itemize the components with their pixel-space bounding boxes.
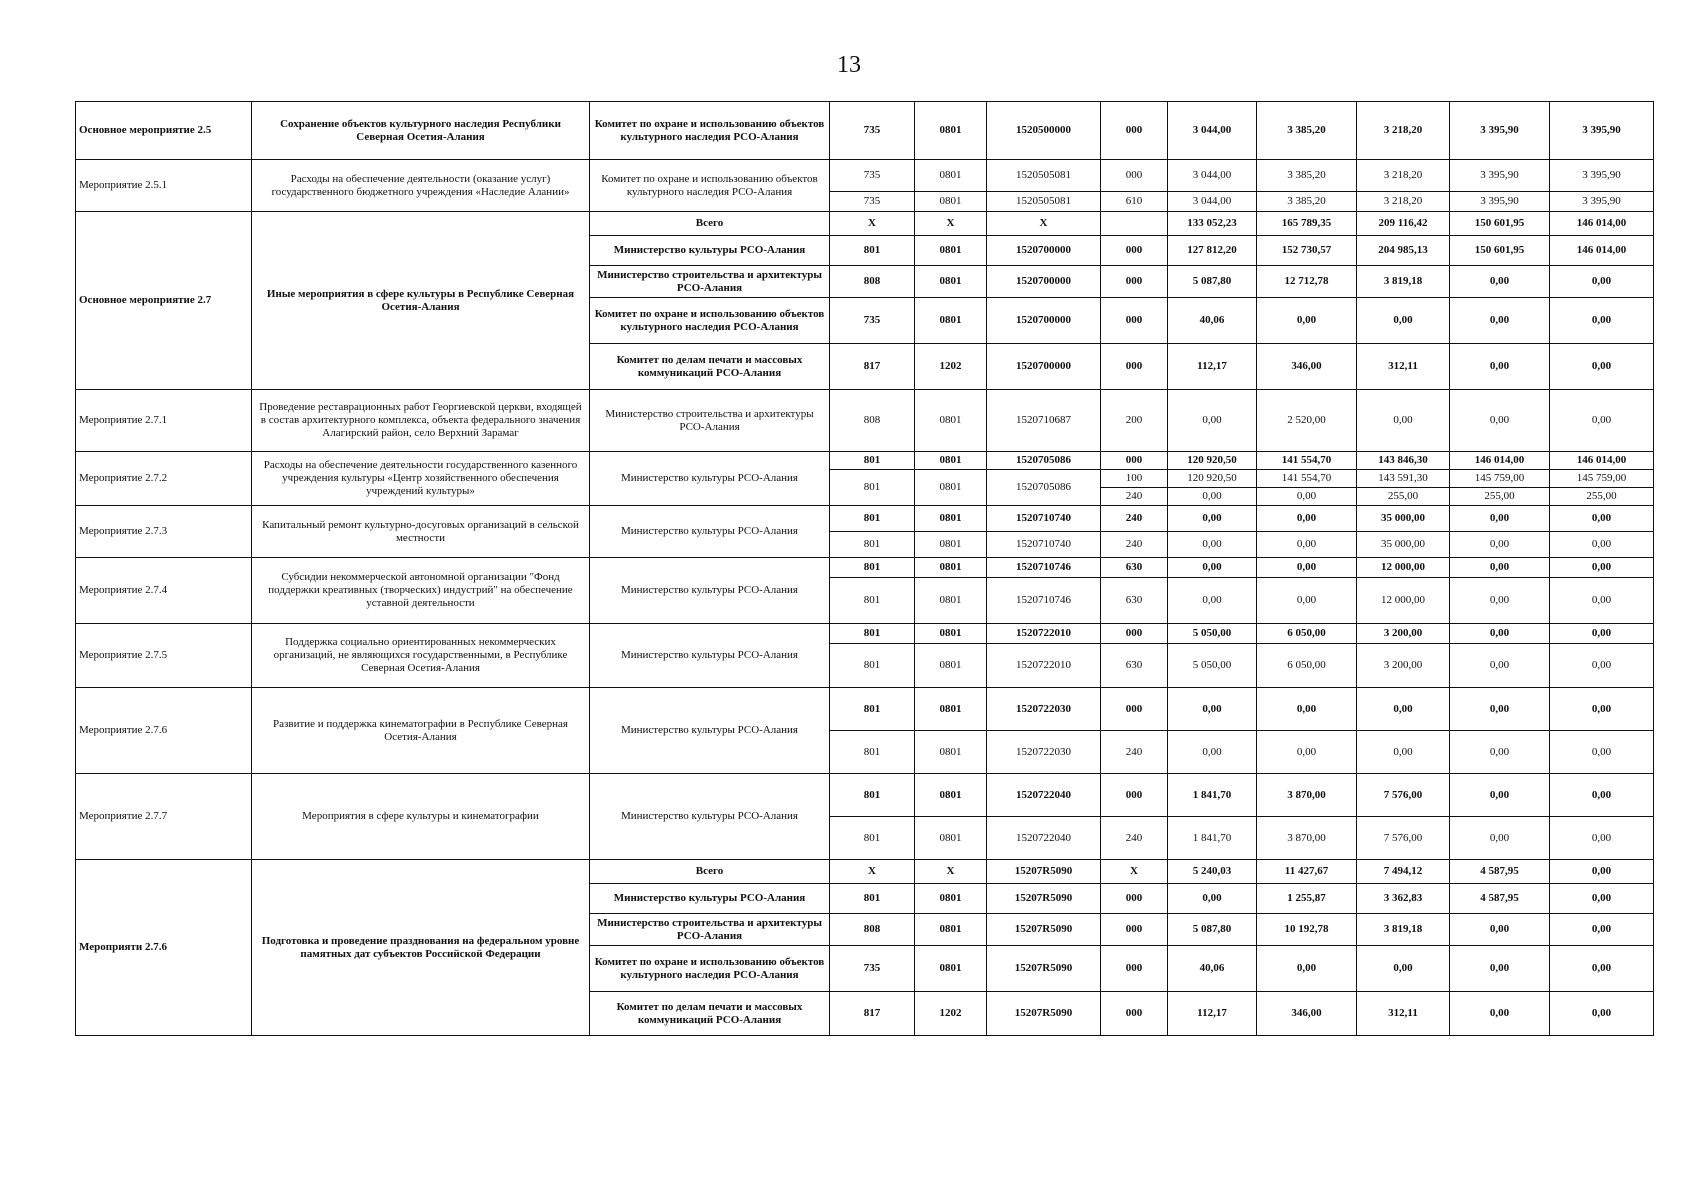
table-cell: 0801 (915, 470, 987, 506)
table-cell: Х (830, 212, 915, 236)
table-cell: Комитет по охране и использованию объектов культурного наследия РСО-Алания (590, 160, 830, 212)
table-cell: Мероприяти 2.7.6 (76, 860, 252, 1036)
table-cell: 0,00 (1450, 946, 1550, 992)
table-cell: 120 920,50 (1168, 470, 1257, 488)
table-cell: 000 (1101, 774, 1168, 817)
table-row (76, 558, 1654, 578)
table-cell: 10 192,78 (1257, 914, 1357, 946)
table-cell: 801 (830, 817, 915, 860)
table-row (76, 860, 1654, 884)
table-cell: Мероприятие 2.7.6 (76, 688, 252, 774)
table-cell: 12 712,78 (1257, 266, 1357, 298)
table-cell: Комитет по охране и использованию объектов культурного наследия РСО-Алания (590, 298, 830, 344)
table-cell: 801 (830, 578, 915, 624)
table-cell: Министерство культуры РСО-Алания (590, 774, 830, 860)
table-cell: 3 385,20 (1257, 192, 1357, 212)
table-cell: 5 087,80 (1168, 914, 1257, 946)
table-cell: Министерство строительства и архитектуры РСО-Алания (590, 390, 830, 452)
table-cell: Всего (590, 860, 830, 884)
table-row (76, 624, 1654, 644)
table-cell: 1 255,87 (1257, 884, 1357, 914)
table-cell: 3 870,00 (1257, 774, 1357, 817)
table-cell: Х (830, 860, 915, 884)
table-cell: Министерство строительства и архитектуры РСО-Алания (590, 266, 830, 298)
table-cell: 1520700000 (987, 266, 1101, 298)
table-cell: 0801 (915, 160, 987, 192)
table-cell: 0,00 (1550, 860, 1654, 884)
table-cell: 1520722040 (987, 774, 1101, 817)
table-cell: 346,00 (1257, 344, 1357, 390)
table-cell: 7 576,00 (1357, 774, 1450, 817)
table-cell: 801 (830, 452, 915, 470)
table-cell: 801 (830, 470, 915, 506)
table-cell: 40,06 (1168, 298, 1257, 344)
table-cell: 000 (1101, 624, 1168, 644)
table-cell: 3 819,18 (1357, 266, 1450, 298)
table-cell: 610 (1101, 192, 1168, 212)
table-cell: 000 (1101, 102, 1168, 160)
table-cell: 0801 (915, 102, 987, 160)
table-cell: 0,00 (1550, 344, 1654, 390)
table-cell: 801 (830, 688, 915, 731)
table-cell: 801 (830, 774, 915, 817)
table-cell: 15207R5090 (987, 946, 1101, 992)
table-cell: 0,00 (1550, 266, 1654, 298)
table-cell: 3 870,00 (1257, 817, 1357, 860)
table-cell: 801 (830, 884, 915, 914)
table-cell: 240 (1101, 506, 1168, 532)
table-cell: 000 (1101, 914, 1168, 946)
table-cell: 3 362,83 (1357, 884, 1450, 914)
table-cell: 1520710740 (987, 532, 1101, 558)
table-cell: 1202 (915, 992, 987, 1036)
table-cell: 3 395,90 (1550, 160, 1654, 192)
table-row (76, 452, 1654, 470)
table-cell: Субсидии некоммерческой автономной организации "Фонд поддержки креативных (творческих) индустрий" на обеспечение уставной деятельности (252, 558, 590, 624)
table-row (76, 212, 1654, 236)
table-cell: 150 601,95 (1450, 212, 1550, 236)
table-cell: Х (915, 212, 987, 236)
table-cell: 3 819,18 (1357, 914, 1450, 946)
table-cell: 000 (1101, 992, 1168, 1036)
table-cell: Мероприятие 2.7.2 (76, 452, 252, 506)
table-cell: 120 920,50 (1168, 452, 1257, 470)
table-cell: 0801 (915, 390, 987, 452)
table-cell: Комитет по охране и использованию объектов культурного наследия РСО-Алания (590, 946, 830, 992)
table-cell: Подготовка и проведение празднования на федеральном уровне памятных дат субъектов Российской Федерации (252, 860, 590, 1036)
table-cell: 0,00 (1168, 488, 1257, 506)
table-cell: 1520505081 (987, 192, 1101, 212)
table-cell: Министерство культуры РСО-Алания (590, 236, 830, 266)
table-cell: 3 044,00 (1168, 160, 1257, 192)
table-cell: 0,00 (1257, 688, 1357, 731)
table-cell: 1520505081 (987, 160, 1101, 192)
table-cell: 0,00 (1257, 506, 1357, 532)
table-cell: 1520700000 (987, 298, 1101, 344)
table-cell: Мероприятие 2.5.1 (76, 160, 252, 212)
table-cell: 0,00 (1450, 992, 1550, 1036)
table-cell: 0,00 (1257, 298, 1357, 344)
table-cell: 801 (830, 506, 915, 532)
table-cell: 209 116,42 (1357, 212, 1450, 236)
table-cell: 0801 (915, 532, 987, 558)
table-cell: 801 (830, 532, 915, 558)
table-cell: 000 (1101, 688, 1168, 731)
table-cell: 0,00 (1450, 688, 1550, 731)
table-cell: 3 200,00 (1357, 644, 1450, 688)
table-cell: 3 218,20 (1357, 192, 1450, 212)
table-cell: 5 050,00 (1168, 624, 1257, 644)
table-cell: 143 846,30 (1357, 452, 1450, 470)
table-cell: 0801 (915, 192, 987, 212)
table-cell: 146 014,00 (1550, 212, 1654, 236)
table-cell: 112,17 (1168, 344, 1257, 390)
table-cell: Капитальный ремонт культурно-досуговых организаций в сельской местности (252, 506, 590, 558)
table-row (76, 506, 1654, 532)
table-cell: 1520722030 (987, 688, 1101, 731)
table-cell: 801 (830, 624, 915, 644)
table-cell: 4 587,95 (1450, 860, 1550, 884)
table-cell: Министерство культуры РСО-Алания (590, 558, 830, 624)
table-cell: 3 218,20 (1357, 102, 1450, 160)
table-cell: 0,00 (1168, 390, 1257, 452)
table-cell: 3 395,90 (1550, 102, 1654, 160)
table-cell: Мероприятие 2.7.5 (76, 624, 252, 688)
table-cell: 735 (830, 946, 915, 992)
table-cell: 6 050,00 (1257, 624, 1357, 644)
table-cell: 3 044,00 (1168, 102, 1257, 160)
table-cell: 000 (1101, 452, 1168, 470)
table-cell: 0801 (915, 817, 987, 860)
table-cell: 0,00 (1357, 390, 1450, 452)
table-cell: 0,00 (1357, 946, 1450, 992)
table-cell: 112,17 (1168, 992, 1257, 1036)
table-row (76, 160, 1654, 192)
table-cell: 0,00 (1168, 688, 1257, 731)
table-cell: Х (915, 860, 987, 884)
table-cell: Всего (590, 212, 830, 236)
table-cell: 817 (830, 992, 915, 1036)
table-cell: 000 (1101, 266, 1168, 298)
table-cell: 0,00 (1168, 731, 1257, 774)
table-cell: Комитет по охране и использованию объектов культурного наследия РСО-Алания (590, 102, 830, 160)
table-cell: 0,00 (1550, 532, 1654, 558)
table-cell: 0,00 (1550, 774, 1654, 817)
table-cell: 5 050,00 (1168, 644, 1257, 688)
table-cell: 145 759,00 (1550, 470, 1654, 488)
table-cell: 0,00 (1450, 774, 1550, 817)
table-cell: Министерство строительства и архитектуры РСО-Алания (590, 914, 830, 946)
table-cell: 0,00 (1550, 817, 1654, 860)
table-cell: Мероприятие 2.7.3 (76, 506, 252, 558)
table-cell: Проведение реставрационных работ Георгиевской церкви, входящей в состав архитектурного комплекса, объекта федерального значения Алагирский район, село Верхний Зарамаг (252, 390, 590, 452)
table-cell: 0,00 (1168, 506, 1257, 532)
table-cell: 735 (830, 192, 915, 212)
table-cell: 346,00 (1257, 992, 1357, 1036)
table-cell: 0,00 (1550, 624, 1654, 644)
table-cell: 4 587,95 (1450, 884, 1550, 914)
table-cell: 200 (1101, 390, 1168, 452)
table-cell: 808 (830, 914, 915, 946)
table-cell: 15207R5090 (987, 860, 1101, 884)
table-cell: 000 (1101, 298, 1168, 344)
table-cell: 801 (830, 558, 915, 578)
table-cell: 0,00 (1450, 731, 1550, 774)
table-cell: 0801 (915, 946, 987, 992)
table-cell: Х (987, 212, 1101, 236)
table-cell (1101, 212, 1168, 236)
table-cell: 0,00 (1257, 946, 1357, 992)
table-cell: Развитие и поддержка кинематографии в Республике Северная Осетия-Алания (252, 688, 590, 774)
table-cell: 0,00 (1168, 884, 1257, 914)
table-cell: Комитет по делам печати и массовых коммуникаций РСО-Алания (590, 992, 830, 1036)
table-cell: 7 576,00 (1357, 817, 1450, 860)
table-cell: 2 520,00 (1257, 390, 1357, 452)
table-cell: 0,00 (1357, 688, 1450, 731)
table-cell: 5 240,03 (1168, 860, 1257, 884)
table-cell: 000 (1101, 236, 1168, 266)
table-cell: 0801 (915, 266, 987, 298)
table-cell: 735 (830, 102, 915, 160)
table-cell: Министерство культуры РСО-Алания (590, 624, 830, 688)
table-cell: 35 000,00 (1357, 532, 1450, 558)
table-cell: 240 (1101, 488, 1168, 506)
table-cell: 40,06 (1168, 946, 1257, 992)
table-cell: 0,00 (1450, 344, 1550, 390)
table-cell: 0801 (915, 558, 987, 578)
table-cell: 1520710746 (987, 578, 1101, 624)
table-cell: 0,00 (1357, 298, 1450, 344)
table-cell: 146 014,00 (1550, 236, 1654, 266)
table-cell: Комитет по делам печати и массовых коммуникаций РСО-Алания (590, 344, 830, 390)
table-cell: 312,11 (1357, 992, 1450, 1036)
table-cell: 0,00 (1550, 946, 1654, 992)
table-cell: 0,00 (1450, 266, 1550, 298)
table-cell: 808 (830, 266, 915, 298)
table-cell: Министерство культуры РСО-Алания (590, 884, 830, 914)
table-cell: 0801 (915, 236, 987, 266)
table-cell: 1520722040 (987, 817, 1101, 860)
table-cell: 240 (1101, 532, 1168, 558)
table-cell: 630 (1101, 644, 1168, 688)
table-cell: 150 601,95 (1450, 236, 1550, 266)
table-cell: 0,00 (1450, 390, 1550, 452)
table-cell: 0,00 (1257, 558, 1357, 578)
table-cell: Расходы на обеспечение деятельности (оказание услуг) государственного бюджетного учреждения «Наследие Алании» (252, 160, 590, 212)
table-cell: Мероприятия в сфере культуры и кинематографии (252, 774, 590, 860)
table-cell: 0801 (915, 506, 987, 532)
table-cell: 0,00 (1550, 992, 1654, 1036)
table-cell: 0801 (915, 298, 987, 344)
table-cell: 127 812,20 (1168, 236, 1257, 266)
table-cell: 1 841,70 (1168, 817, 1257, 860)
table-cell: 0,00 (1168, 558, 1257, 578)
table-cell: 141 554,70 (1257, 470, 1357, 488)
table-cell: 165 789,35 (1257, 212, 1357, 236)
table-cell: 000 (1101, 160, 1168, 192)
table-cell: 11 427,67 (1257, 860, 1357, 884)
table-cell: 204 985,13 (1357, 236, 1450, 266)
table-cell: 0,00 (1550, 390, 1654, 452)
table-row (76, 390, 1654, 452)
table-cell: 143 591,30 (1357, 470, 1450, 488)
table-cell: 312,11 (1357, 344, 1450, 390)
table-cell: Поддержка социально ориентированных некоммерческих организаций, не являющихся государственными, в Республике Северная Осетия-Алания (252, 624, 590, 688)
table-cell: 0,00 (1257, 488, 1357, 506)
page-number: 13 (837, 52, 861, 78)
table-cell: 3 395,90 (1450, 192, 1550, 212)
table-cell: 100 (1101, 470, 1168, 488)
table-cell: Х (1101, 860, 1168, 884)
table-cell: 630 (1101, 558, 1168, 578)
table-cell: 0801 (915, 884, 987, 914)
table-cell: 0,00 (1450, 558, 1550, 578)
table-cell: 12 000,00 (1357, 558, 1450, 578)
table-cell: 0801 (915, 774, 987, 817)
table-cell: 1520700000 (987, 344, 1101, 390)
table-cell: 7 494,12 (1357, 860, 1450, 884)
table-cell: Расходы на обеспечение деятельности государственного казенного учреждения культуры «Центр хозяйственного обеспечения учреждений культуры» (252, 452, 590, 506)
table-cell: 15207R5090 (987, 884, 1101, 914)
table-cell: 0,00 (1257, 578, 1357, 624)
table-cell: 3 218,20 (1357, 160, 1450, 192)
table-cell: 0,00 (1550, 506, 1654, 532)
table-cell: 0,00 (1357, 731, 1450, 774)
table-cell: 0,00 (1450, 578, 1550, 624)
table-cell: 630 (1101, 578, 1168, 624)
table-cell: 3 200,00 (1357, 624, 1450, 644)
table-cell: 0801 (915, 731, 987, 774)
table-cell: 15207R5090 (987, 992, 1101, 1036)
table-cell: 3 395,90 (1450, 160, 1550, 192)
table-cell: 240 (1101, 817, 1168, 860)
table-cell: Министерство культуры РСО-Алания (590, 506, 830, 558)
table-cell: 1520700000 (987, 236, 1101, 266)
table-cell: 15207R5090 (987, 914, 1101, 946)
table-cell: 3 044,00 (1168, 192, 1257, 212)
table-cell: 0,00 (1257, 731, 1357, 774)
table-cell: 0,00 (1450, 506, 1550, 532)
table-cell: 255,00 (1357, 488, 1450, 506)
table-cell: 0,00 (1550, 688, 1654, 731)
table-cell: 0,00 (1450, 817, 1550, 860)
table-cell: 1520722010 (987, 644, 1101, 688)
table-cell: 0,00 (1550, 644, 1654, 688)
table-cell: Мероприятие 2.7.1 (76, 390, 252, 452)
table-cell: 141 554,70 (1257, 452, 1357, 470)
table-cell: 0801 (915, 452, 987, 470)
table-cell: Мероприятие 2.7.4 (76, 558, 252, 624)
table-cell: 5 087,80 (1168, 266, 1257, 298)
table-cell: 3 395,90 (1450, 102, 1550, 160)
table-cell: 0,00 (1550, 914, 1654, 946)
table-row (76, 102, 1654, 160)
table-cell: 255,00 (1550, 488, 1654, 506)
table-cell: Основное мероприятие 2.7 (76, 212, 252, 390)
table-cell: 000 (1101, 884, 1168, 914)
table-cell: Иные мероприятия в сфере культуры в Республике Северная Осетия-Алания (252, 212, 590, 390)
table-cell: 1202 (915, 344, 987, 390)
table-cell: 1520500000 (987, 102, 1101, 160)
table-cell: 0801 (915, 578, 987, 624)
table-cell: 0801 (915, 624, 987, 644)
table-cell: 12 000,00 (1357, 578, 1450, 624)
table-cell: 801 (830, 731, 915, 774)
table-cell: 1520710746 (987, 558, 1101, 578)
table-cell: Мероприятие 2.7.7 (76, 774, 252, 860)
table-cell: 817 (830, 344, 915, 390)
table-cell: 0801 (915, 914, 987, 946)
table-cell: 0,00 (1257, 532, 1357, 558)
table-cell: 735 (830, 298, 915, 344)
table-cell: 1520705086 (987, 470, 1101, 506)
table-cell: 0,00 (1550, 731, 1654, 774)
table-cell: 3 385,20 (1257, 160, 1357, 192)
table-cell: 801 (830, 236, 915, 266)
budget-table (75, 101, 1654, 1036)
table-cell: 0,00 (1550, 884, 1654, 914)
table-cell: 0,00 (1450, 914, 1550, 946)
table-cell: 1 841,70 (1168, 774, 1257, 817)
table-cell: 35 000,00 (1357, 506, 1450, 532)
table-cell: 808 (830, 390, 915, 452)
table-cell: 1520710740 (987, 506, 1101, 532)
table-cell: 152 730,57 (1257, 236, 1357, 266)
table-cell: 146 014,00 (1450, 452, 1550, 470)
table-cell: 1520710687 (987, 390, 1101, 452)
table-cell: 735 (830, 160, 915, 192)
table-cell: 0801 (915, 644, 987, 688)
table-cell: Министерство культуры РСО-Алания (590, 452, 830, 506)
table-row (76, 688, 1654, 731)
table-cell: 1520705086 (987, 452, 1101, 470)
table-cell: 0,00 (1168, 578, 1257, 624)
table-cell: 6 050,00 (1257, 644, 1357, 688)
table-cell: 1520722030 (987, 731, 1101, 774)
table-cell: 255,00 (1450, 488, 1550, 506)
table-cell: 240 (1101, 731, 1168, 774)
table-cell: 000 (1101, 946, 1168, 992)
table-cell: 145 759,00 (1450, 470, 1550, 488)
table-cell: 133 052,23 (1168, 212, 1257, 236)
table-cell: 801 (830, 644, 915, 688)
table-cell: 0,00 (1550, 298, 1654, 344)
table-cell: 0,00 (1550, 578, 1654, 624)
table-cell: 000 (1101, 344, 1168, 390)
table-cell: Сохранение объектов культурного наследия Республики Северная Осетия-Алания (252, 102, 590, 160)
table-cell: 1520722010 (987, 624, 1101, 644)
table-cell: 146 014,00 (1550, 452, 1654, 470)
table-cell: 0,00 (1450, 298, 1550, 344)
table-cell: 0,00 (1550, 558, 1654, 578)
table-cell: 0,00 (1168, 532, 1257, 558)
table-cell: 0,00 (1450, 644, 1550, 688)
table-cell: 3 395,90 (1550, 192, 1654, 212)
table-cell: 0,00 (1450, 624, 1550, 644)
table-row (76, 774, 1654, 817)
table-cell: 0,00 (1450, 532, 1550, 558)
table-cell: Министерство культуры РСО-Алания (590, 688, 830, 774)
table-cell: 0801 (915, 688, 987, 731)
table-cell: Основное мероприятие 2.5 (76, 102, 252, 160)
table-cell: 3 385,20 (1257, 102, 1357, 160)
